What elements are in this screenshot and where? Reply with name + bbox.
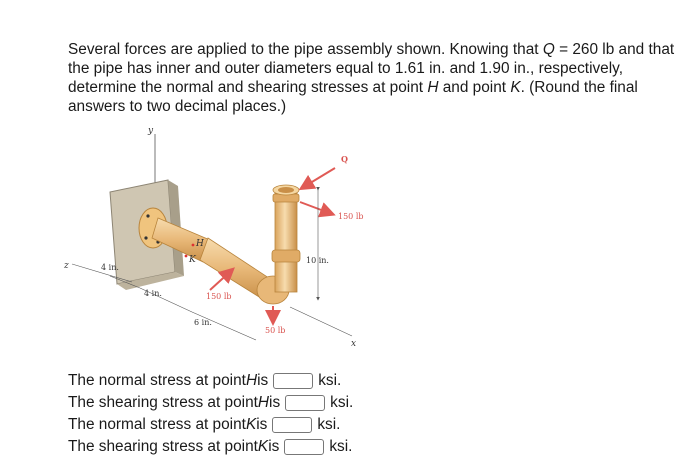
pipe-assembly-figure [60,122,390,357]
x-axis-label: x [351,339,357,349]
point-h-label: H [196,239,204,249]
q-variable: Q [542,41,555,58]
unit-label: ksi. [317,416,341,433]
dim-4b-label: 4 in. [144,289,162,298]
normal-stress-k-input[interactable] [272,417,312,433]
unit-label: ksi. [330,394,354,411]
k-variable: K [510,79,521,96]
force-bottom-label: 150 lb [206,292,232,301]
answer-row-normal-h: The normal stress at point H is ksi. [68,372,342,389]
force-q-arrow [302,168,335,188]
x-axis-line [290,307,352,336]
answers-section [68,370,353,458]
dim-6-label: 6 in. [194,318,212,327]
point-k-label: K [189,255,196,265]
answer-row-shear-k: The shearing stress at point K is ksi. [68,438,353,455]
dim-10-label: 10 in. [306,256,329,265]
shear-stress-h-input[interactable] [285,395,325,411]
unit-label: ksi. [329,438,353,455]
dim-4a-label: 4 in. [101,263,119,272]
answer-row-normal-k: The normal stress at point K is ksi. [68,416,341,433]
force-q-label: Q [341,154,348,164]
force-top-label: 150 lb [338,212,364,221]
y-axis-label: y [148,126,154,136]
force-down-label: 50 lb [265,326,286,335]
z-axis-label: z [64,261,69,271]
answer-row-shear-h: The shearing stress at point H is ksi. [68,394,354,411]
shear-stress-k-input[interactable] [284,439,324,455]
unit-label: ksi. [318,372,342,389]
normal-stress-h-input[interactable] [273,373,313,389]
h-variable: H [427,79,439,96]
force-top-arrow [300,202,332,214]
pipe-segment-vertical [275,192,297,292]
problem-statement: Several forces are applied to the pipe assembly shown. Knowing that Q = 260 lb and that the pipe has inner and outer diameters equal to 1.61 in. and 1.90 in., respectively, determine the normal and shearing stresses at point H and point K. (Round the final answers to two decimal places.) [68,41,675,115]
